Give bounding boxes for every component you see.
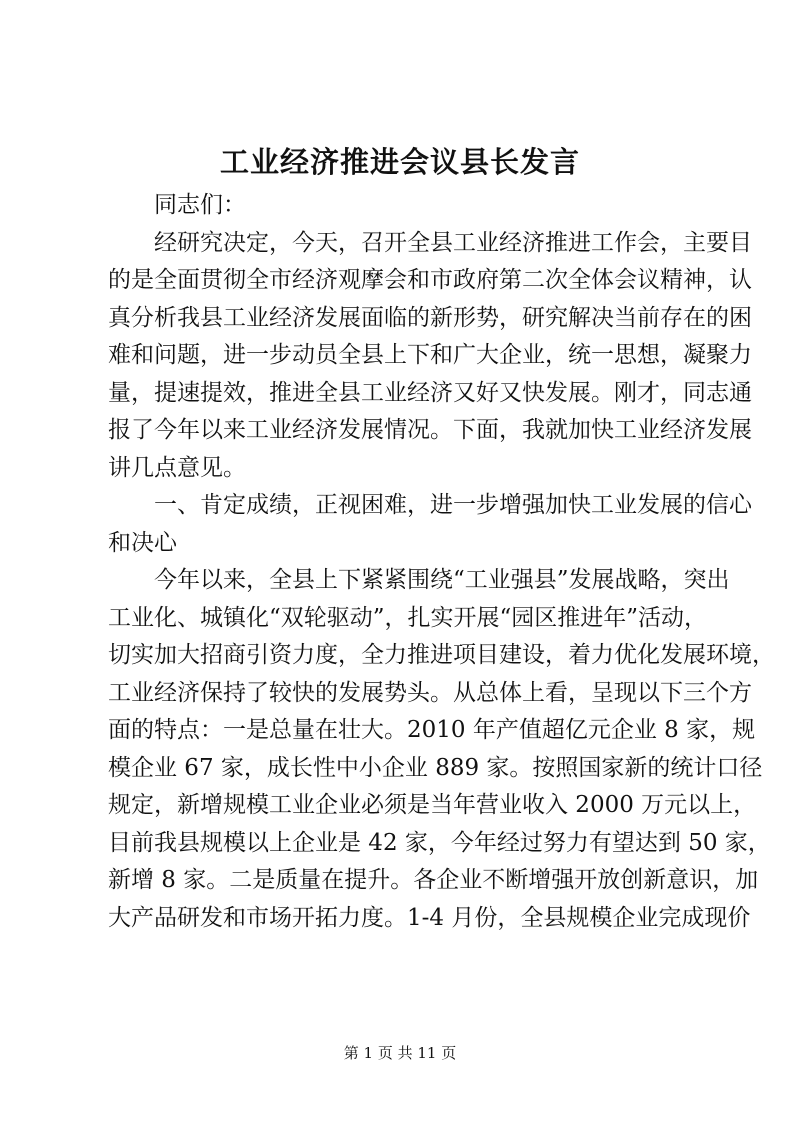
text-line: 新增 8 家。二是质量在提升。各企业不断增强开放创新意识，加 bbox=[108, 867, 759, 893]
paragraph-intro bbox=[108, 225, 752, 488]
text-line: 面的特点：一是总量在壮大。2010 年产值超亿元企业 8 家，规 bbox=[108, 717, 756, 743]
text-line: 规定，新增规模工业企业必须是当年营业收入 2000 万元以上， bbox=[108, 792, 757, 818]
text-line: 真分析我县工业经济发展面临的新形势，研究解决当前存在的困 bbox=[108, 304, 752, 331]
text-line: 切实加大招商引资力度，全力推进项目建设，着力优化发展环境， bbox=[108, 642, 775, 668]
text-line: 目前我县规模以上企业是 42 家，今年经过努力有望达到 50 家， bbox=[108, 829, 771, 856]
document-title: 工业经济推进会议县长发言 bbox=[219, 145, 580, 179]
text-line: 和决心 bbox=[108, 529, 177, 556]
greeting: 同志们： bbox=[154, 192, 246, 218]
text-line: 今年以来，全县上下紧紧围绕“工业强县”发展战略，突出 bbox=[154, 567, 730, 593]
text-line: 一、肯定成绩，正视困难，进一步增强加快工业发展的信心 bbox=[154, 492, 752, 518]
document-body bbox=[108, 187, 775, 937]
text-line: 量，提速提效，推进全县工业经济又好又快发展。刚才，同志通 bbox=[108, 379, 752, 406]
text-line: 难和问题，进一步动员全县上下和广大企业，统一思想，凝聚力 bbox=[108, 342, 752, 368]
page-footer: 第 1 页 共 11 页 bbox=[343, 1044, 457, 1062]
text-line: 的是全面贯彻全市经济观摩会和市政府第二次全体会议精神，认 bbox=[108, 267, 752, 293]
text-line: 讲几点意见。 bbox=[108, 454, 246, 481]
text-line: 报了今年以来工业经济发展情况。下面，我就加快工业经济发展 bbox=[108, 417, 752, 443]
paragraph-achievements bbox=[108, 562, 775, 937]
text-line: 工业化、城镇化“双轮驱动”，扎实开展“园区推进年”活动， bbox=[108, 604, 708, 631]
text-line: 模企业 67 家，成长性中小企业 889 家。按照国家新的统计口径 bbox=[108, 754, 763, 781]
text-line: 工业经济保持了较快的发展势头。从总体上看，呈现以下三个方 bbox=[108, 679, 752, 706]
section-heading-1 bbox=[108, 487, 752, 562]
text-line: 经研究决定，今天，召开全县工业经济推进工作会，主要目 bbox=[154, 229, 752, 256]
text-line: 大产品研发和市场开拓力度。1-4 月份，全县规模企业完成现价 bbox=[108, 904, 751, 931]
